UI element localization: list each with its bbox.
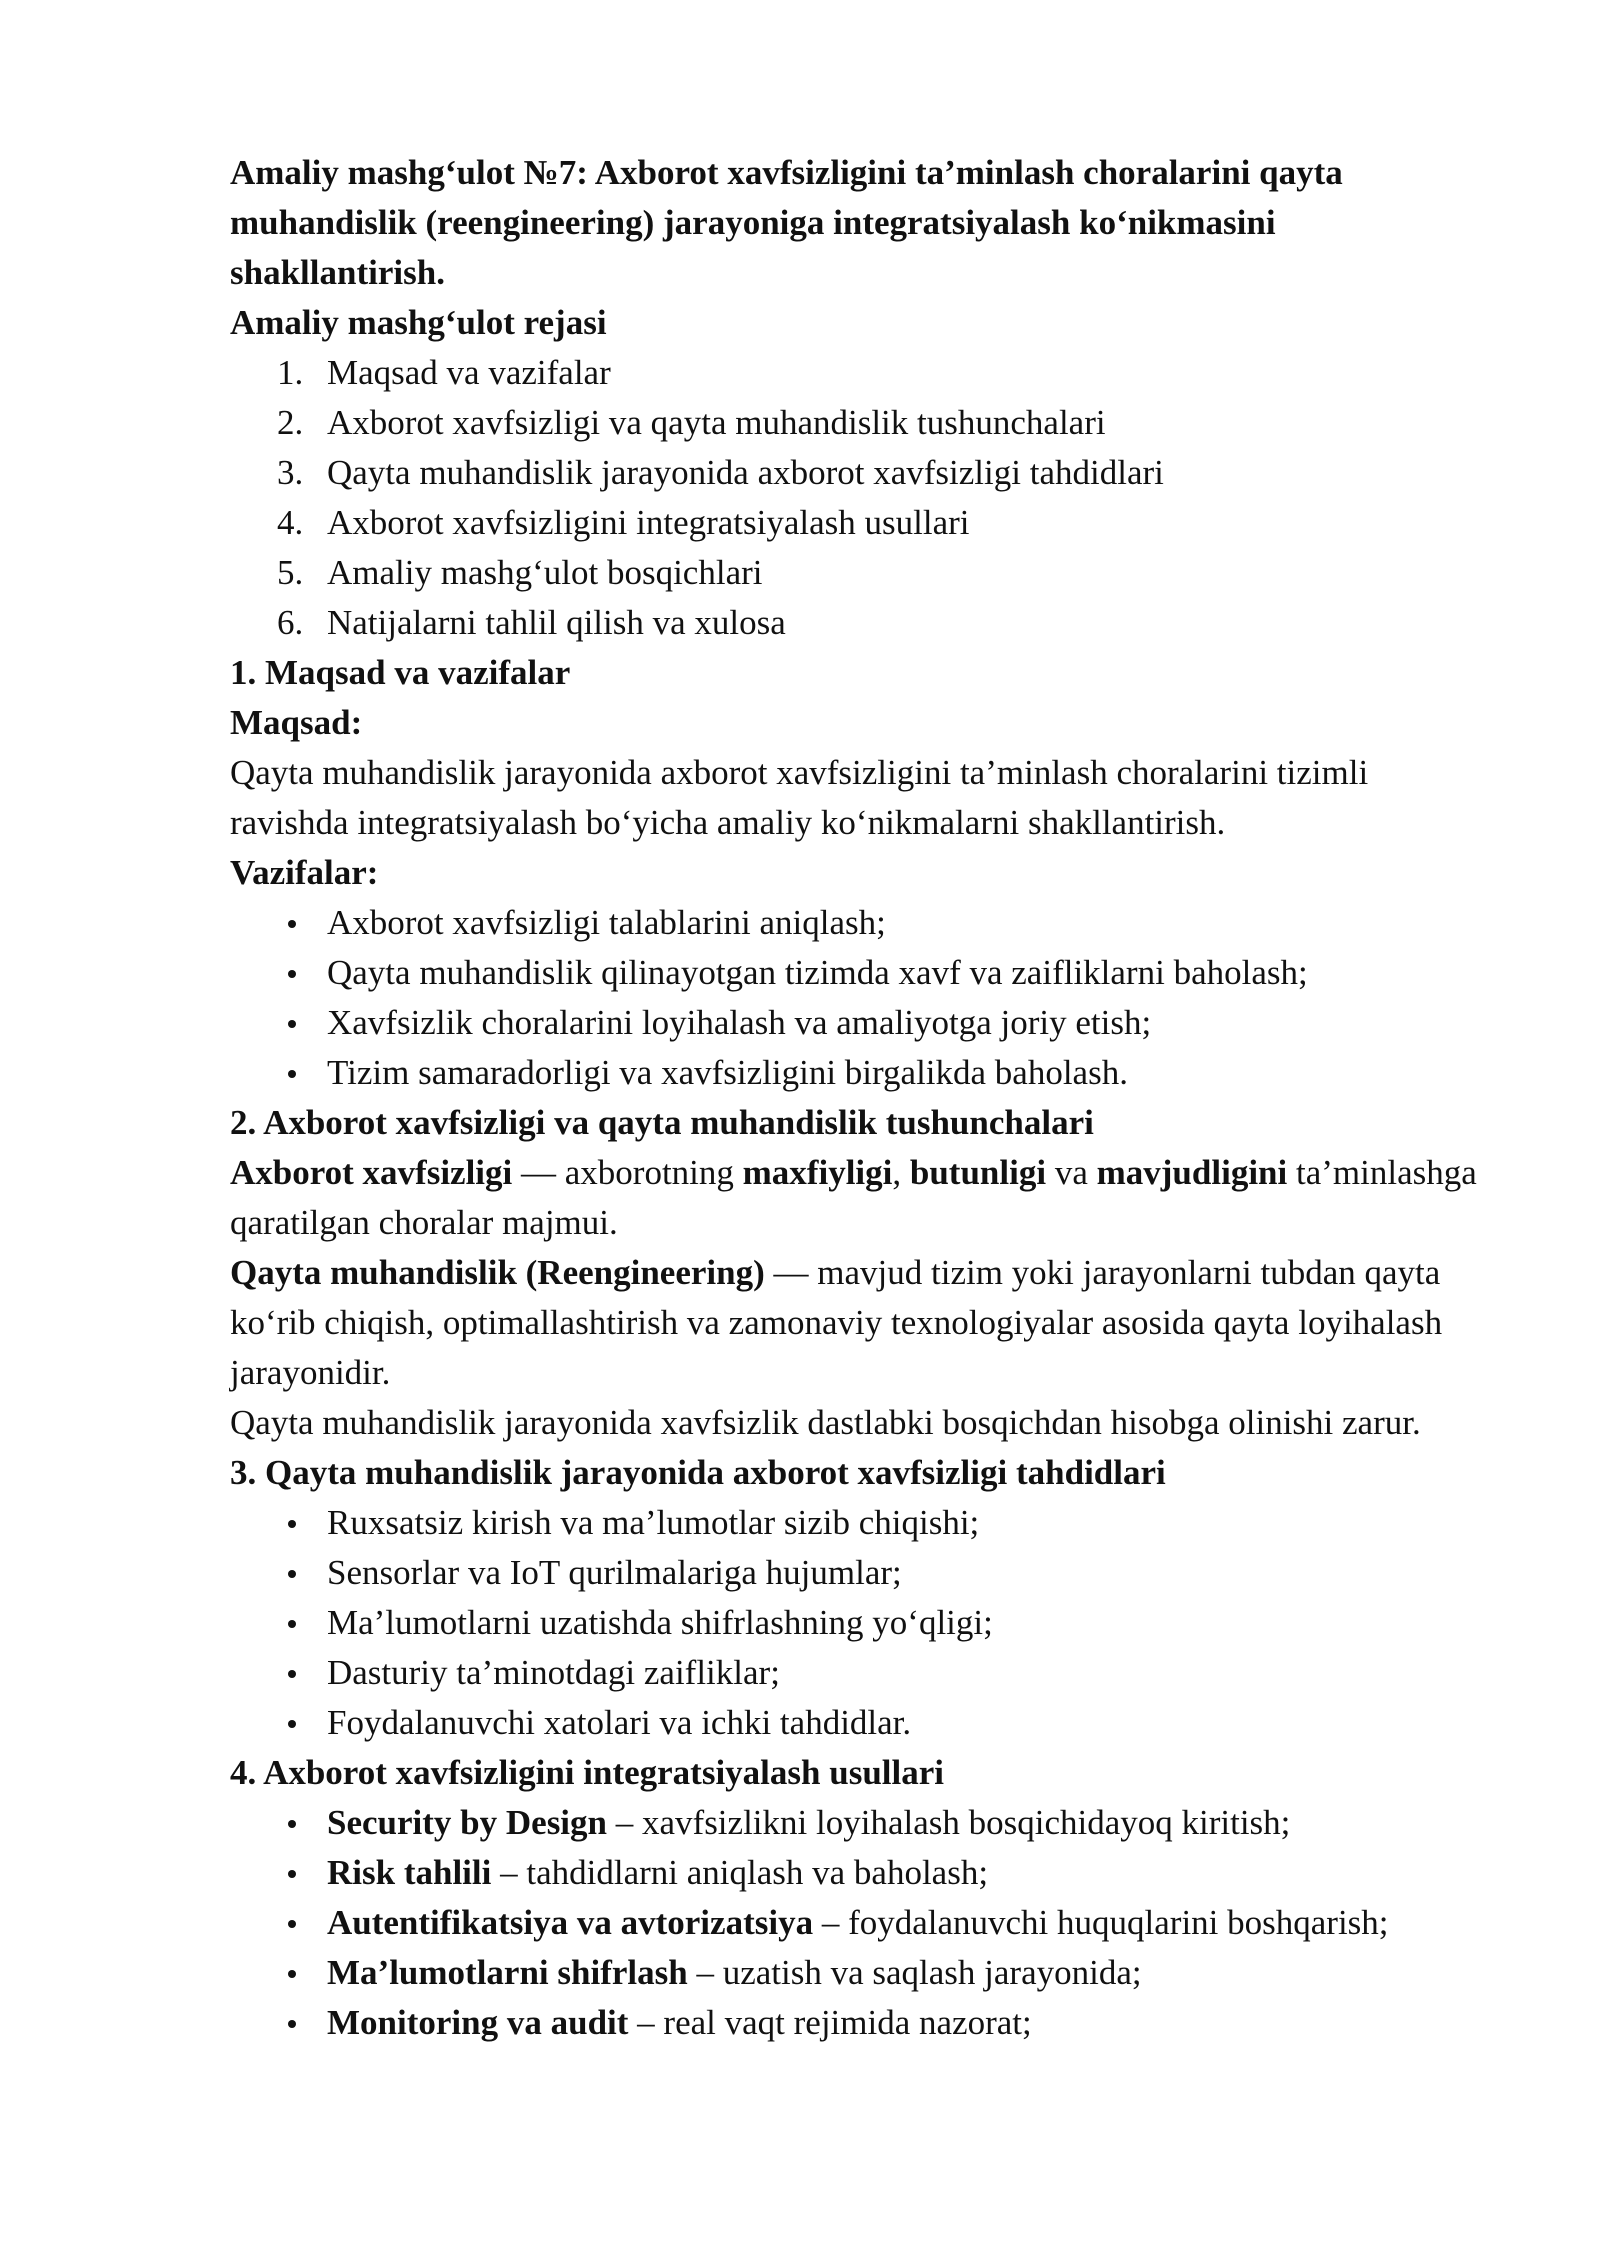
threat-text: Foydalanuvchi xatolari va ichki tahdidlar.: [327, 1703, 912, 1742]
method-item: [230, 1898, 1480, 1948]
separator: ,: [892, 1153, 910, 1192]
keyword-availability: mavjudligini: [1096, 1153, 1288, 1192]
method-item: [230, 1798, 1480, 1848]
document-content: [230, 148, 1480, 2048]
plan-item-number: 2.: [277, 403, 304, 442]
method-text: – xavfsizlikni loyihalash bosqichidayoq kiritish;: [607, 1803, 1291, 1842]
definition-reengineering: [230, 1248, 1480, 1398]
bullet-icon: [288, 2020, 296, 2028]
task-text: Xavfsizlik choralarini loyihalash va amaliyotga joriy etish;: [327, 1003, 1152, 1042]
bullet-icon: [288, 1020, 296, 1028]
bullet-icon: [288, 1820, 296, 1828]
threat-text: Sensorlar va IoT qurilmalariga hujumlar;: [327, 1553, 902, 1592]
method-text: – real vaqt rejimida nazorat;: [628, 2003, 1032, 2042]
methods-list: [230, 1798, 1480, 2048]
section1-heading: 1. Maqsad va vazifalar: [230, 653, 571, 692]
bullet-icon: [288, 1570, 296, 1578]
goal-text: Qayta muhandislik jarayonida axborot xavfsizligini ta’minlash choralarini tizimli ravishda integratsiyalash bo‘yicha amaliy ko‘nikmalarni shakllantirish.: [230, 753, 1369, 842]
bullet-icon: [288, 1620, 296, 1628]
task-item: [230, 998, 1480, 1048]
threat-text: Ruxsatsiz kirish va ma’lumotlar sizib chiqishi;: [327, 1503, 980, 1542]
section2-heading: 2. Axborot xavfsizligi va qayta muhandislik tushunchalari: [230, 1103, 1094, 1142]
tasks-list: [230, 898, 1480, 1098]
plan-item-text: Axborot xavfsizligi va qayta muhandislik tushunchalari: [327, 403, 1106, 442]
method-item: [230, 1948, 1480, 1998]
plan-item-number: 3.: [277, 453, 304, 492]
task-text: Qayta muhandislik qilinayotgan tizimda xavf va zaifliklarni baholash;: [327, 953, 1308, 992]
plan-item-text: Qayta muhandislik jarayonida axborot xavfsizligi tahdidlari: [327, 453, 1164, 492]
bullet-icon: [288, 1520, 296, 1528]
plan-item-number: 1.: [277, 353, 304, 392]
plan-item-number: 4.: [277, 503, 304, 542]
bullet-icon: [288, 1720, 296, 1728]
task-item: [230, 948, 1480, 998]
task-item: [230, 1048, 1480, 1098]
method-term: Risk tahlili: [327, 1853, 492, 1892]
plan-item-number: 5.: [277, 553, 304, 592]
threat-item: [230, 1598, 1480, 1648]
task-item: [230, 898, 1480, 948]
section4-heading: 4. Axborot xavfsizligini integratsiyalash usullari: [230, 1753, 944, 1792]
method-item: [230, 1998, 1480, 2048]
definition-rest: ta’minlashga qaratilgan choralar majmui.: [230, 1153, 1477, 1242]
threat-item: [230, 1698, 1480, 1748]
section3-heading: 3. Qayta muhandislik jarayonida axborot xavfsizligi tahdidlari: [230, 1453, 1166, 1492]
definition-dash: — axborotning: [512, 1153, 743, 1192]
tasks-label: Vazifalar:: [230, 853, 379, 892]
plan-item-number: 6.: [277, 603, 304, 642]
method-term: Ma’lumotlarni shifrlash: [327, 1953, 688, 1992]
plan-item-text: Maqsad va vazifalar: [327, 353, 611, 392]
bullet-icon: [288, 1070, 296, 1078]
plan-item-text: Amaliy mashg‘ulot bosqichlari: [327, 553, 763, 592]
threat-item: [230, 1498, 1480, 1548]
bullet-icon: [288, 970, 296, 978]
threats-list: [230, 1498, 1480, 1748]
method-term: Autentifikatsiya va avtorizatsiya: [327, 1903, 814, 1942]
plan-item: [230, 548, 1480, 598]
bullet-icon: [288, 1920, 296, 1928]
bullet-icon: [288, 1670, 296, 1678]
threat-text: Dasturiy ta’minotdagi zaifliklar;: [327, 1653, 780, 1692]
task-text: Tizim samaradorligi va xavfsizligini birgalikda baholash.: [327, 1053, 1128, 1092]
plan-item-text: Axborot xavfsizligini integratsiyalash usullari: [327, 503, 970, 542]
method-text: – foydalanuvchi huquqlarini boshqarish;: [813, 1903, 1389, 1942]
document-title: Amaliy mashg‘ulot №7: Axborot xavfsizligini ta’minlash choralarini qayta muhandislik (reengineering) jarayoniga integratsiyalash ko‘nikmasini shakllantirish.: [230, 153, 1343, 292]
threat-text: Ma’lumotlarni uzatishda shifrlashning yo‘qligi;: [327, 1603, 993, 1642]
method-term: Monitoring va audit: [327, 2003, 629, 2042]
definition-term: Qayta muhandislik (Reengineering): [230, 1253, 765, 1292]
plan-item: [230, 398, 1480, 448]
section2-note: Qayta muhandislik jarayonida xavfsizlik dastlabki bosqichdan hisobga olinishi zarur.: [230, 1403, 1421, 1442]
method-text: – uzatish va saqlash jarayonida;: [687, 1953, 1142, 1992]
method-term: Security by Design: [327, 1803, 607, 1842]
definition-rest: — mavjud tizim yoki jarayonlarni tubdan qayta ko‘rib chiqish, optimallashtirish va zamonaviy texnologiyalar asosida qayta loyihalash jarayonidir.: [230, 1253, 1443, 1392]
goal-label: Maqsad:: [230, 703, 363, 742]
plan-list: [230, 348, 1480, 648]
definition-information-security: [230, 1148, 1480, 1248]
method-text: – tahdidlarni aniqlash va baholash;: [491, 1853, 989, 1892]
threat-item: [230, 1548, 1480, 1598]
separator: va: [1046, 1153, 1097, 1192]
definition-term: Axborot xavfsizligi: [230, 1153, 513, 1192]
plan-heading: Amaliy mashg‘ulot rejasi: [230, 303, 607, 342]
bullet-icon: [288, 1870, 296, 1878]
threat-item: [230, 1648, 1480, 1698]
bullet-icon: [288, 1970, 296, 1978]
plan-item: [230, 498, 1480, 548]
keyword-integrity: butunligi: [909, 1153, 1047, 1192]
plan-item: [230, 448, 1480, 498]
plan-item: [230, 598, 1480, 648]
task-text: Axborot xavfsizligi talablarini aniqlash;: [327, 903, 886, 942]
bullet-icon: [288, 920, 296, 928]
plan-item: [230, 348, 1480, 398]
plan-item-text: Natijalarni tahlil qilish va xulosa: [327, 603, 786, 642]
keyword-confidentiality: maxfiyligi: [742, 1153, 893, 1192]
method-item: [230, 1848, 1480, 1898]
